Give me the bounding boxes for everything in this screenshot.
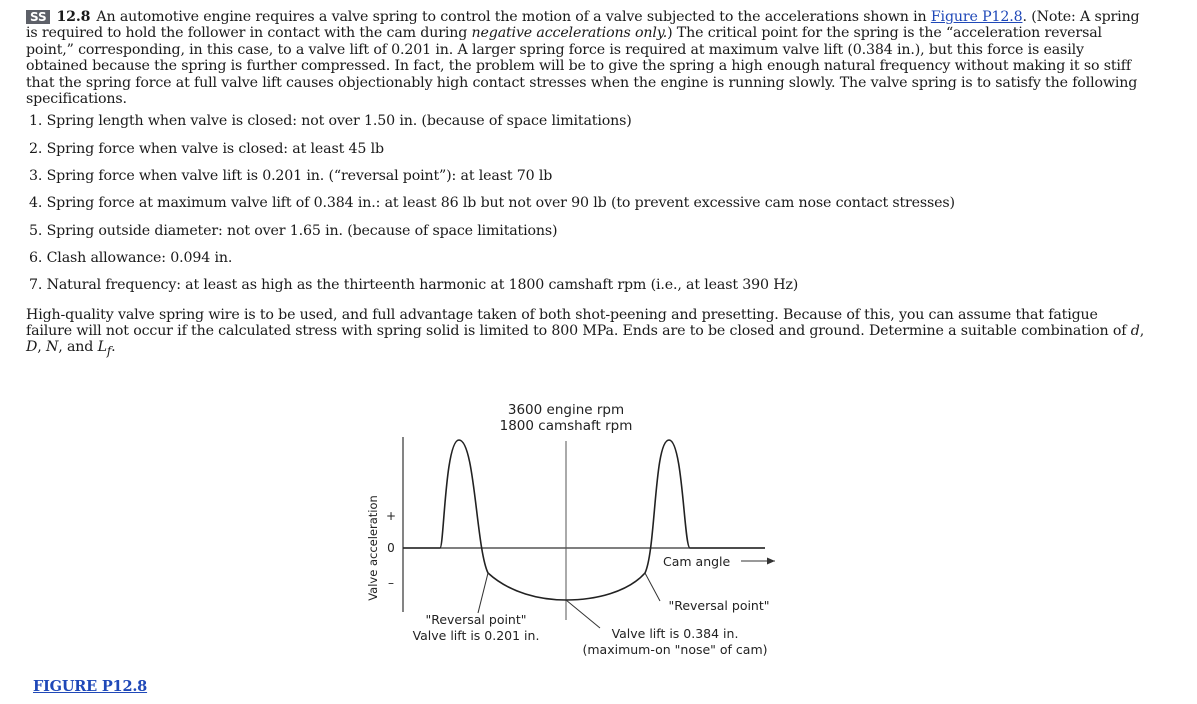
spec-item: 6. Clash allowance: 0.094 in. bbox=[29, 249, 233, 266]
var-d: d bbox=[1130, 322, 1140, 339]
and-word: and bbox=[66, 339, 94, 356]
var-N: N bbox=[45, 339, 59, 356]
spec-item: 7. Natural frequency: at least as high as the thirteenth harmonic at 1800 camshaft rpm (i.e., at least 390 Hz) bbox=[29, 277, 799, 294]
problem-intro-rest: ) The critical point for the spring is the “acceleration reversal point,” corresponding, in this case, to a valve lift of 0.201 in. A larger spring force is required at maximum valve lift (0.384 in.), but this force is easily obtained because the spring is further compressed. In fact, the problem will be to give the spring a high enough natural frequency without making it so stiff that the spring force at full valve lift causes objectionably high contact stresses when the engine is running slowly. The valve spring is to satisfy the following specifications. bbox=[26, 25, 1138, 108]
spec-item: 4. Spring force at maximum valve lift of 0.384 in.: at least 86 lb but not over 90 lb (to prevent excessive cam nose contact stresses) bbox=[29, 195, 955, 212]
right-leader-line bbox=[566, 600, 600, 628]
problem-intro-2: . (Note: A spring is required to hold the follower in contact with the cam during bbox=[26, 9, 1140, 42]
problem-intro: An automotive engine requires a valve spring to control the motion of a valve subjected to the accelerations shown in bbox=[96, 9, 927, 25]
right-annotation-line1: "Reversal point" bbox=[668, 598, 770, 613]
right-reversal-leader-line bbox=[645, 573, 660, 601]
tick-plus: + bbox=[385, 509, 397, 523]
closing-paragraph: High-quality valve spring wire is to be used, and full advantage taken of both shot-peening and presetting. Because of this, you can assume that fatigue failure will not occur if the calculated stress with spring solid is limited to 800 MPa. Ends are to be closed and ground. Determine a suitable combination of d, D, N, and $L_f$. bbox=[26, 306, 1145, 359]
figure-caption: FIGURE P12.8 bbox=[33, 678, 148, 695]
ss-badge: SS bbox=[26, 10, 50, 24]
negative-accel-text: negative accelerations only. bbox=[471, 25, 668, 42]
problem-number: 12.8 bbox=[56, 9, 91, 25]
figure-link[interactable]: Figure P12.8 bbox=[930, 9, 1023, 25]
left-annotation-line2: Valve lift is 0.201 in. bbox=[412, 628, 540, 643]
acceleration-curve bbox=[403, 440, 765, 600]
spec-item: 5. Spring outside diameter: not over 1.65 in. (because of space limitations) bbox=[29, 222, 558, 239]
var-D: D bbox=[26, 339, 38, 356]
var-L-subscript: f bbox=[106, 344, 112, 359]
right-annotation-line3: (maximum-on "nose" of cam) bbox=[582, 642, 768, 657]
spec-item: 1. Spring length when valve is closed: not over 1.50 in. (because of space limitations) bbox=[29, 113, 632, 130]
left-annotation-line1: "Reversal point" bbox=[425, 612, 527, 627]
y-axis-label: Valve acceleration bbox=[366, 495, 380, 601]
spec-item: 2. Spring force when valve is closed: at least 45 lb bbox=[29, 140, 384, 157]
spec-item: 3. Spring force when valve lift is 0.201 in. (“reversal point”): at least 70 lb bbox=[29, 168, 553, 185]
x-axis-label: Cam angle bbox=[663, 554, 731, 569]
tick-minus: – bbox=[388, 576, 394, 590]
tick-zero: 0 bbox=[387, 541, 395, 555]
right-annotation-line2: Valve lift is 0.384 in. bbox=[611, 626, 739, 641]
figure-title-line2: 1800 camshaft rpm bbox=[499, 418, 633, 434]
closing-text: High-quality valve spring wire is to be used, and full advantage taken of both shot-peening and presetting. Because of this, you can assume that fatigue failure will not occur if the calculated stress with spring solid is limited to 800 MPa. Ends are to be closed and ground. Determine a suitable combination of bbox=[26, 306, 1127, 339]
var-L: $L_f$ bbox=[97, 339, 112, 359]
figure-title-line1: 3600 engine rpm bbox=[507, 402, 625, 418]
arrow-head-icon bbox=[767, 558, 775, 565]
left-leader-line bbox=[478, 573, 488, 613]
